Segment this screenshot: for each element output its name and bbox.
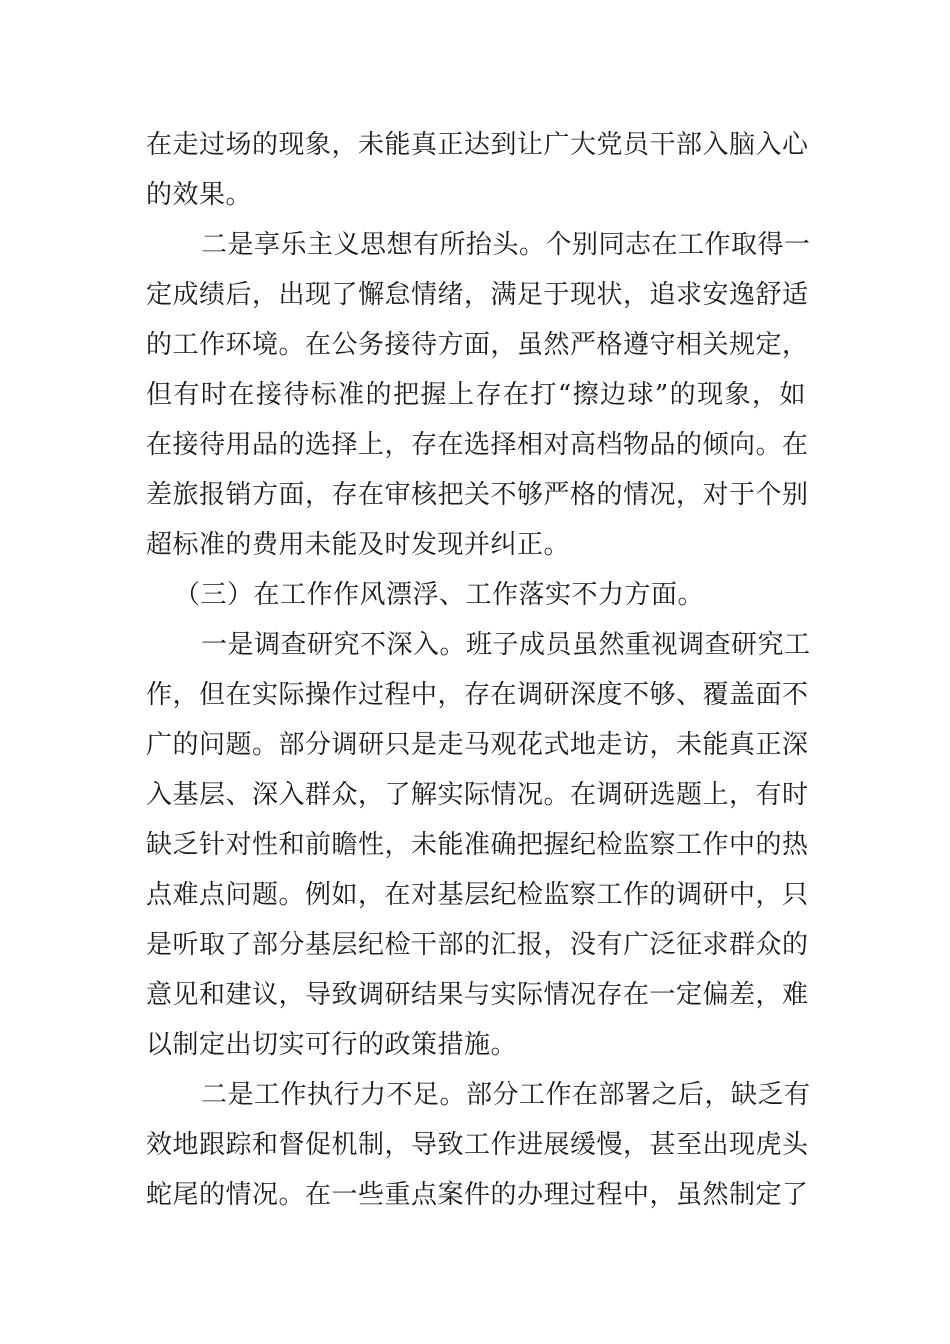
paragraph-start-line: 一是调查研究不深入。班子成员虽然重视调查研究工 xyxy=(201,630,811,660)
text-line: 超标准的费用未能及时发现并纠正。 xyxy=(146,530,571,560)
text-line: 的效果。 xyxy=(146,180,253,210)
text-line: 效地跟踪和督促机制，导致工作进展缓慢，甚至出现虎头 xyxy=(146,1130,809,1160)
text-line: 入基层、深入群众，了解实际情况。在调研选题上，有时 xyxy=(146,780,809,810)
text-line: 广的问题。部分调研只是走马观花式地走访，未能真正深 xyxy=(146,730,809,760)
text-line: 定成绩后，出现了懈怠情绪，满足于现状，追求安逸舒适 xyxy=(146,280,809,310)
text-line: 但有时在接待标准的把握上存在打“擦边球”的现象，如 xyxy=(146,380,806,410)
paragraph-start-line: 二是享乐主义思想有所抬头。个别同志在工作取得一 xyxy=(201,230,811,260)
text-line: 作，但在实际操作过程中，存在调研深度不够、覆盖面不 xyxy=(146,680,809,710)
text-line: 缺乏针对性和前瞻性，未能准确把握纪检监察工作中的热 xyxy=(146,830,809,860)
section-heading: （三）在工作作风漂浮、工作落实不力方面。 xyxy=(174,580,705,610)
text-line: 差旅报销方面，存在审核把关不够严格的情况，对于个别 xyxy=(146,480,809,510)
text-line: 的工作环境。在公务接待方面，虽然严格遵守相关规定， xyxy=(146,330,809,360)
text-line: 以制定出切实可行的政策措施。 xyxy=(146,1030,518,1060)
text-line: 蛇尾的情况。在一些重点案件的办理过程中，虽然制定了 xyxy=(146,1180,809,1210)
document-body xyxy=(146,120,811,1220)
text-line: 点难点问题。例如，在对基层纪检监察工作的调研中，只 xyxy=(146,880,809,910)
text-line: 在走过场的现象，未能真正达到让广大党员干部入脑入心 xyxy=(146,130,809,160)
text-line: 意见和建议，导致调研结果与实际情况存在一定偏差，难 xyxy=(146,980,809,1010)
text-line: 在接待用品的选择上，存在选择相对高档物品的倾向。在 xyxy=(146,430,809,460)
text-line: 是听取了部分基层纪检干部的汇报，没有广泛征求群众的 xyxy=(146,930,809,960)
paragraph-start-line: 二是工作执行力不足。部分工作在部署之后，缺乏有 xyxy=(201,1080,811,1110)
